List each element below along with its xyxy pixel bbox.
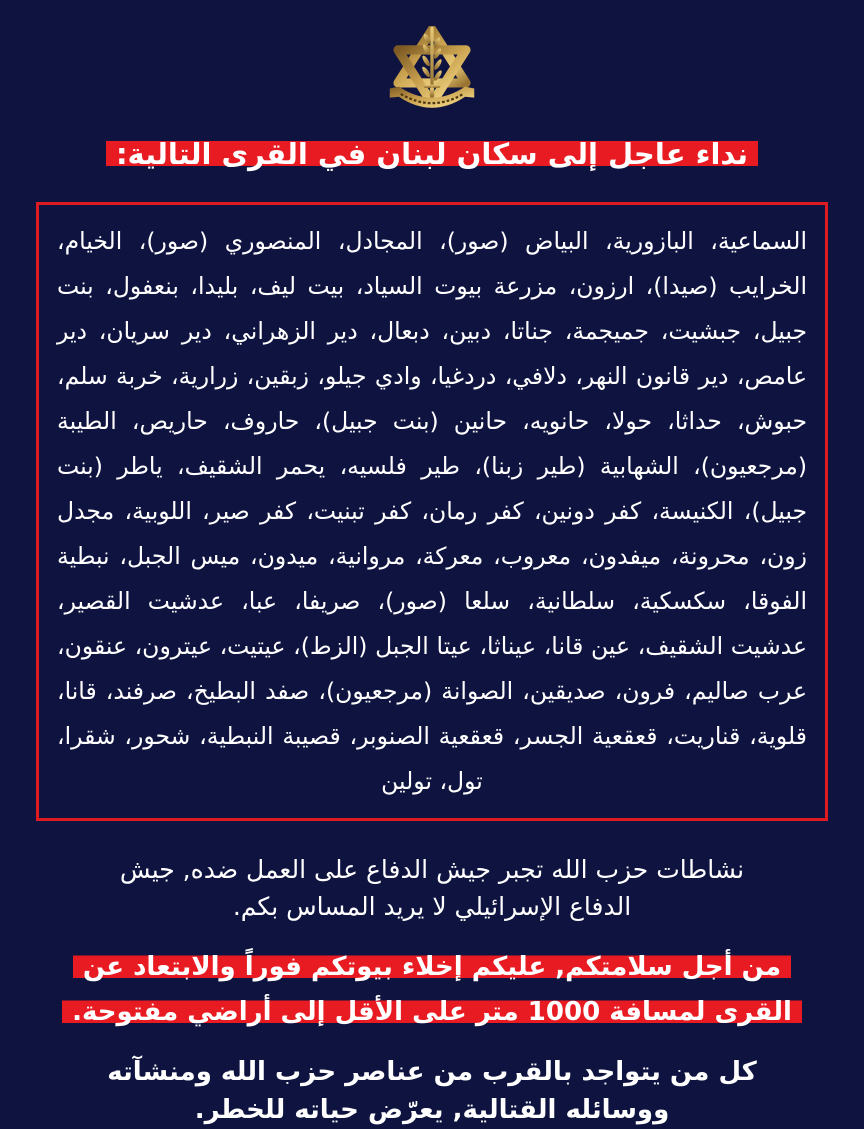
village-list: السماعية، البازورية، البياض (صور)، المجادل، المنصوري (صور)، الخيام، الخرايب (صيدا)، ارزون، مزرعة بيوت السياد، بيت ليف، بليدا، بنعفول، بنت جبيل، جبشيت، جميجمة، جناتا، دبين، دبعال، دير الزهراني، دير سريان، دير عامص، دير قانون النهر، دلافي، دردغيا، وادي جيلو، زبقين، زرارية، خربة سلم، حبوش، حداثا، حولا، حانويه، حانين (بنت جبيل)، حاروف، حاريص، الطيبة (مرجعيون)، الشهابية (طير زبنا)، طير فلسيه، يحمر الشقيف، ياطر (بنت جبيل)، الكنيسة، كفر دونين، كفر رمان، كفر تبنيت، كفر صير، اللوبية، مجدل زون، محرونة، ميفدون، معروب، معركة، مروانية، ميدون، ميس الجبل، نبطية الفوقا، سكسكية، سلطانية، سلعا (صور)، صريفا، عبا، عدشيت القصير، عدشيت الشقيف، عين قانا، عيناثا، عيتا الجبل (الزط)، عيتيت، عيترون، عنقون، عرب صاليم، فرون، صديقين، الصوانة (مرجعيون)، صفد البطيخ، صرفند، قانا، قلوية، قناريت، قعقعية الجسر، قعقعية الصنوبر، قصيبة النبطية، شحور، شقرا، تول، تولين [57, 227, 807, 795]
idf-emblem-logo [0, 0, 864, 116]
danger-warning: كل من يتواجد بالقرب من عناصر حزب الله ومنشآته ووسائله القتالية, يعرّض حياته للخطر. [107, 1057, 757, 1125]
evacuation-instruction [47, 945, 817, 1035]
evacuation-instruction-text: من أجل سلامتكم, عليكم إخلاء بيوتكم فوراً والابتعاد عن القرى لمسافة 1000 متر على الأقل إلى أراضي مفتوحة. [62, 952, 802, 1027]
headline [0, 132, 864, 176]
statement-paragraph: نشاطات حزب الله تجبر جيش الدفاع على العمل ضده, جيش الدفاع الإسرائيلي لا يريد المساس بكم. [119, 855, 745, 921]
headline-text: نداء عاجل إلى سكان لبنان في القرى التالية: [106, 137, 758, 171]
idf-star-sword-icon [386, 26, 478, 116]
village-list-box [36, 202, 828, 821]
